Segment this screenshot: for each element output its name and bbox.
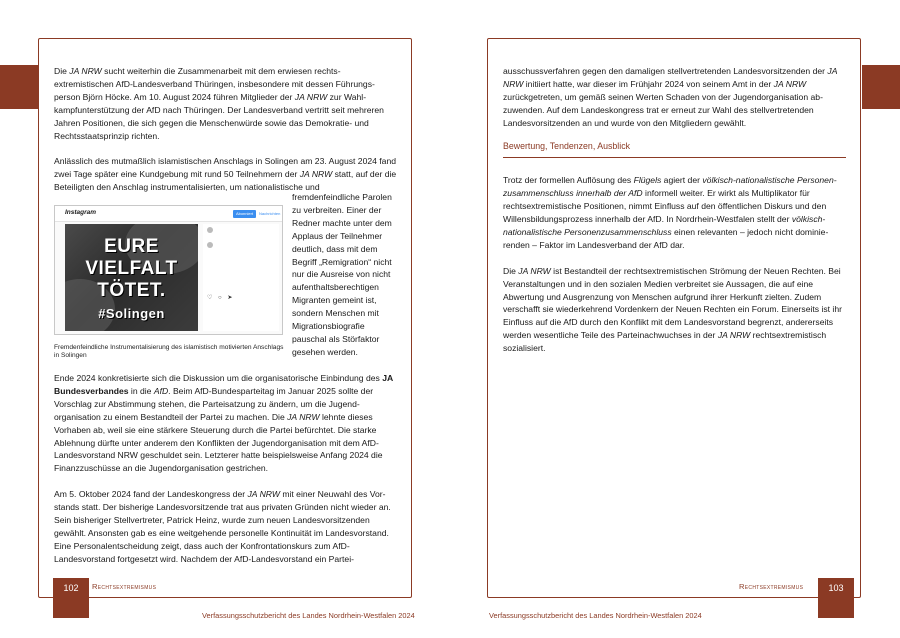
section-heading: Bewertung, Tendenzen, Ausblick — [503, 140, 846, 159]
messages-link: Nachrichten — [259, 211, 281, 216]
right-body — [503, 65, 846, 368]
left-paragraph-2-wrap: fremdenfeindliche Parolen zu verbreiten. Einer der Redner machte unter dem Applaus der Teilnehmer deutlich, dass mit dem Begriff „Remigration“ nicht nur die Ausreise von nicht aufenthaltsberechtigen Migranten gemeint ist, sondern Menschen mit Migrationsbiografie pauschal als Störfaktor gesehen werden. — [292, 192, 392, 357]
instagram-header — [55, 206, 282, 222]
post-action-icons: ♡ ○ ➤ — [207, 295, 235, 301]
right-paragraph-3: Die JA NRW ist Bestandteil der rechtsextremistischen Strömung der Neuen Rechten. Bei Veranstaltungen und in den sozialen Medien verbreitet sie Aussagen, die auf eine Abwertung und Ausgrenzung von Menschen aufgrund ihrer Herkunft zielten. Zudem verschafft sie wiederkehrend Vordenkern der Neuen Rechten ein Forum. Einerseits ist ihr Einfluss auf die AfD durch den Konflikt mit dem Landesvorstand begrenzt, andererseits werden wesentliche Teile des Parteinachwuchses in der JA NRW rechtsextremistisch sozialisiert. — [503, 265, 842, 354]
page-number-left: 102 — [53, 578, 89, 618]
left-body — [54, 65, 397, 194]
left-paragraph-2-top: Anlässlich des mutmaßlich islamistischen Anschlags in Solingen am 23. August 2024 fand zwei Tage später eine Kundgebung mit rund 50 Teilnehmern der JA NRW statt, auf der die Beteiligten den Anschlag instrumentalisierten, um nationalistische und — [54, 156, 397, 193]
avatar — [207, 227, 213, 233]
left-paragraph-3: Ende 2024 konkretisierte sich die Diskussion um die organisatorische Einbindung des JA Bundesverbandes in die AfD. Beim AfD-Bundesparteitag im Januar 2025 sollte der Vorschlag zur Abstimmung stehen, die Parteisatzung zu ändern, um die Jugendorganisation zu einem Bestandteil der Partei zu machen. Die JA NRW lehnte dieses Vorhaben ab, weil sie eine stärkere Steuerung durch die Partei befürchtet. Die starke Ablehnung dürfte unter anderem den Konflikten der Jugendorganisation mit dem AfD-Landesvorstand NRW geschuldet sein. Letzterer hatte beispielsweise Anfang 2024 die Finanzzuschüsse an die Jugendorganisation gestrichen. — [54, 373, 393, 474]
page-left — [38, 38, 412, 598]
left-paragraph-1: Die JA NRW sucht weiterhin die Zusammenarbeit mit dem erwiesen rechtsextremistischen AfD-Landesverband Thüringen, insbesondere mit dessen Führungsperson Björn Höcke. Am 10. August 2024 führen Mitglieder der JA NRW zur Wahlkampfunterstützung der AfD nach Thüringen. Der Landesverband vertritt seit mehreren Jahren Positionen, die sich gegen die Menschenwürde sowie das Demokratie- und Rechtsstaatsprinzip richten. — [54, 66, 384, 141]
post-hashtag: #Solingen — [98, 306, 165, 321]
right-paragraph-2: Trotz der formellen Auflösung des Flügels agiert der völkisch-nationalistische Personenzusammenschluss innerhalb der AfD informell weiter. Er wirkt als Multiplikator für rechtsextremistische Positionen, nimmt Einfluss auf den öffentlichen Diskurs und den Willensbildungsprozess innerhalb der AfD. In Nordrhein-Westfalen stellt der völkisch-nationalistische Personenzusammenschluss einen relevanten – jedoch nicht dominierenden – Faktor im Landesverband der AfD dar. — [503, 175, 837, 250]
page-number-right: 103 — [818, 578, 854, 618]
page-right — [487, 38, 861, 598]
instagram-logo: Instagram — [65, 209, 97, 216]
post-sidebar — [203, 224, 279, 331]
footer-title-right: Verfassungsschutzbericht des Landes Nordrhein-Westfalen 2024 — [489, 611, 702, 620]
running-head-right: Rechtsextremismus — [739, 582, 804, 591]
margin-tab-right — [862, 65, 900, 109]
post-image — [65, 224, 198, 331]
running-head-left: Rechtsextremismus — [92, 582, 157, 591]
left-body-lower — [54, 372, 397, 578]
follow-button: Abonniert — [233, 210, 256, 218]
instagram-screenshot-figure — [54, 205, 283, 335]
figure-caption: Fremdenfeindliche Instrumentalisierung des islamistisch motivierten Anschlags in Solingen — [54, 344, 284, 360]
post-line-2: VIELFALT — [85, 258, 178, 279]
post-line-1: EURE — [104, 236, 159, 257]
post-line-3: TÖTET. — [97, 280, 166, 301]
avatar — [207, 242, 213, 248]
footer-title-left: Verfassungsschutzbericht des Landes Nordrhein-Westfalen 2024 — [202, 611, 415, 620]
right-paragraph-1: ausschussverfahren gegen den damaligen stellvertretenden Landesvorsitzenden der JA NRW initiiert hatte, war dieser im Frühjahr 2024 von seinem Amt in der JA NRW zurückgetreten, um gemäß seinen Werten Schaden von der Jugendorganisation abzuwenden. Auf dem Landeskongress trat er erneut zur Wahl des stellvertretenden Landesvorsitzenden an und wurde von den Mitgliedern gewählt. — [503, 66, 838, 128]
left-paragraph-4: Am 5. Oktober 2024 fand der Landeskongress der JA NRW mit einer Neuwahl des Vorstands statt. Der bisherige Landesvorsitzende trat aus privaten Gründen nicht wieder an. Sein bisheriger Stellvertreter, Patrick Heinz, wurde zum neuen Landesvorsitzenden gewählt. Ansonsten gab es eine weitgehende personelle Kontinuität im Landesvorstand. Eine Personalentscheidung zeigt, dass auch der Konfrontationskurs zum AfD-Landesvorstand fortgesetzt wird. Nachdem der AfD-Landesvorstand ein Partei- — [54, 489, 391, 564]
margin-tab-left — [0, 65, 38, 109]
